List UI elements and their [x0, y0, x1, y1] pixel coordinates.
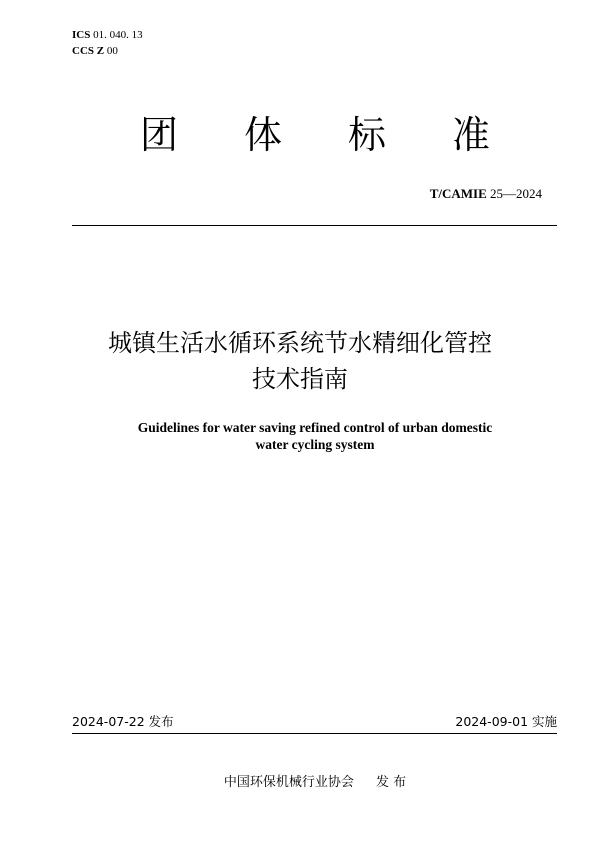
issue-date: 2024-07-22 发布 — [72, 714, 174, 729]
ics-value: 01. 040. 13 — [93, 29, 143, 41]
chinese-title-line1: 城镇生活水循环系统节水精细化管控 — [108, 329, 492, 357]
standard-number-value: 25—2024 — [490, 186, 542, 201]
ccs-value: 00 — [106, 45, 118, 57]
category-char: 准 — [451, 113, 490, 157]
ics-code — [72, 27, 143, 43]
implementation-date: 2024-09-01 实施 — [455, 714, 557, 729]
category-char: 体 — [243, 113, 282, 157]
ccs-code — [72, 43, 143, 59]
category-char: 团 — [140, 113, 179, 157]
publish-verb: 发 布 — [375, 775, 407, 790]
ics-label: ICS — [72, 29, 91, 41]
standard-number — [430, 186, 542, 202]
publisher-name: 中国环保机械行业协会 — [223, 775, 354, 790]
classification-codes — [72, 27, 143, 59]
category-char: 标 — [347, 113, 386, 157]
english-title-line2: water cycling system — [255, 437, 375, 452]
chinese-title-line2: 技术指南 — [252, 365, 348, 393]
top-divider — [72, 225, 557, 226]
ccs-label: CCS Z — [72, 45, 105, 57]
publisher-line — [0, 774, 600, 792]
standard-number-prefix: T/CAMIE — [429, 186, 487, 201]
english-title-line1: Guidelines for water saving refined control of urban domestic — [137, 420, 493, 435]
standard-category-title — [140, 110, 490, 160]
bottom-divider — [72, 733, 557, 734]
